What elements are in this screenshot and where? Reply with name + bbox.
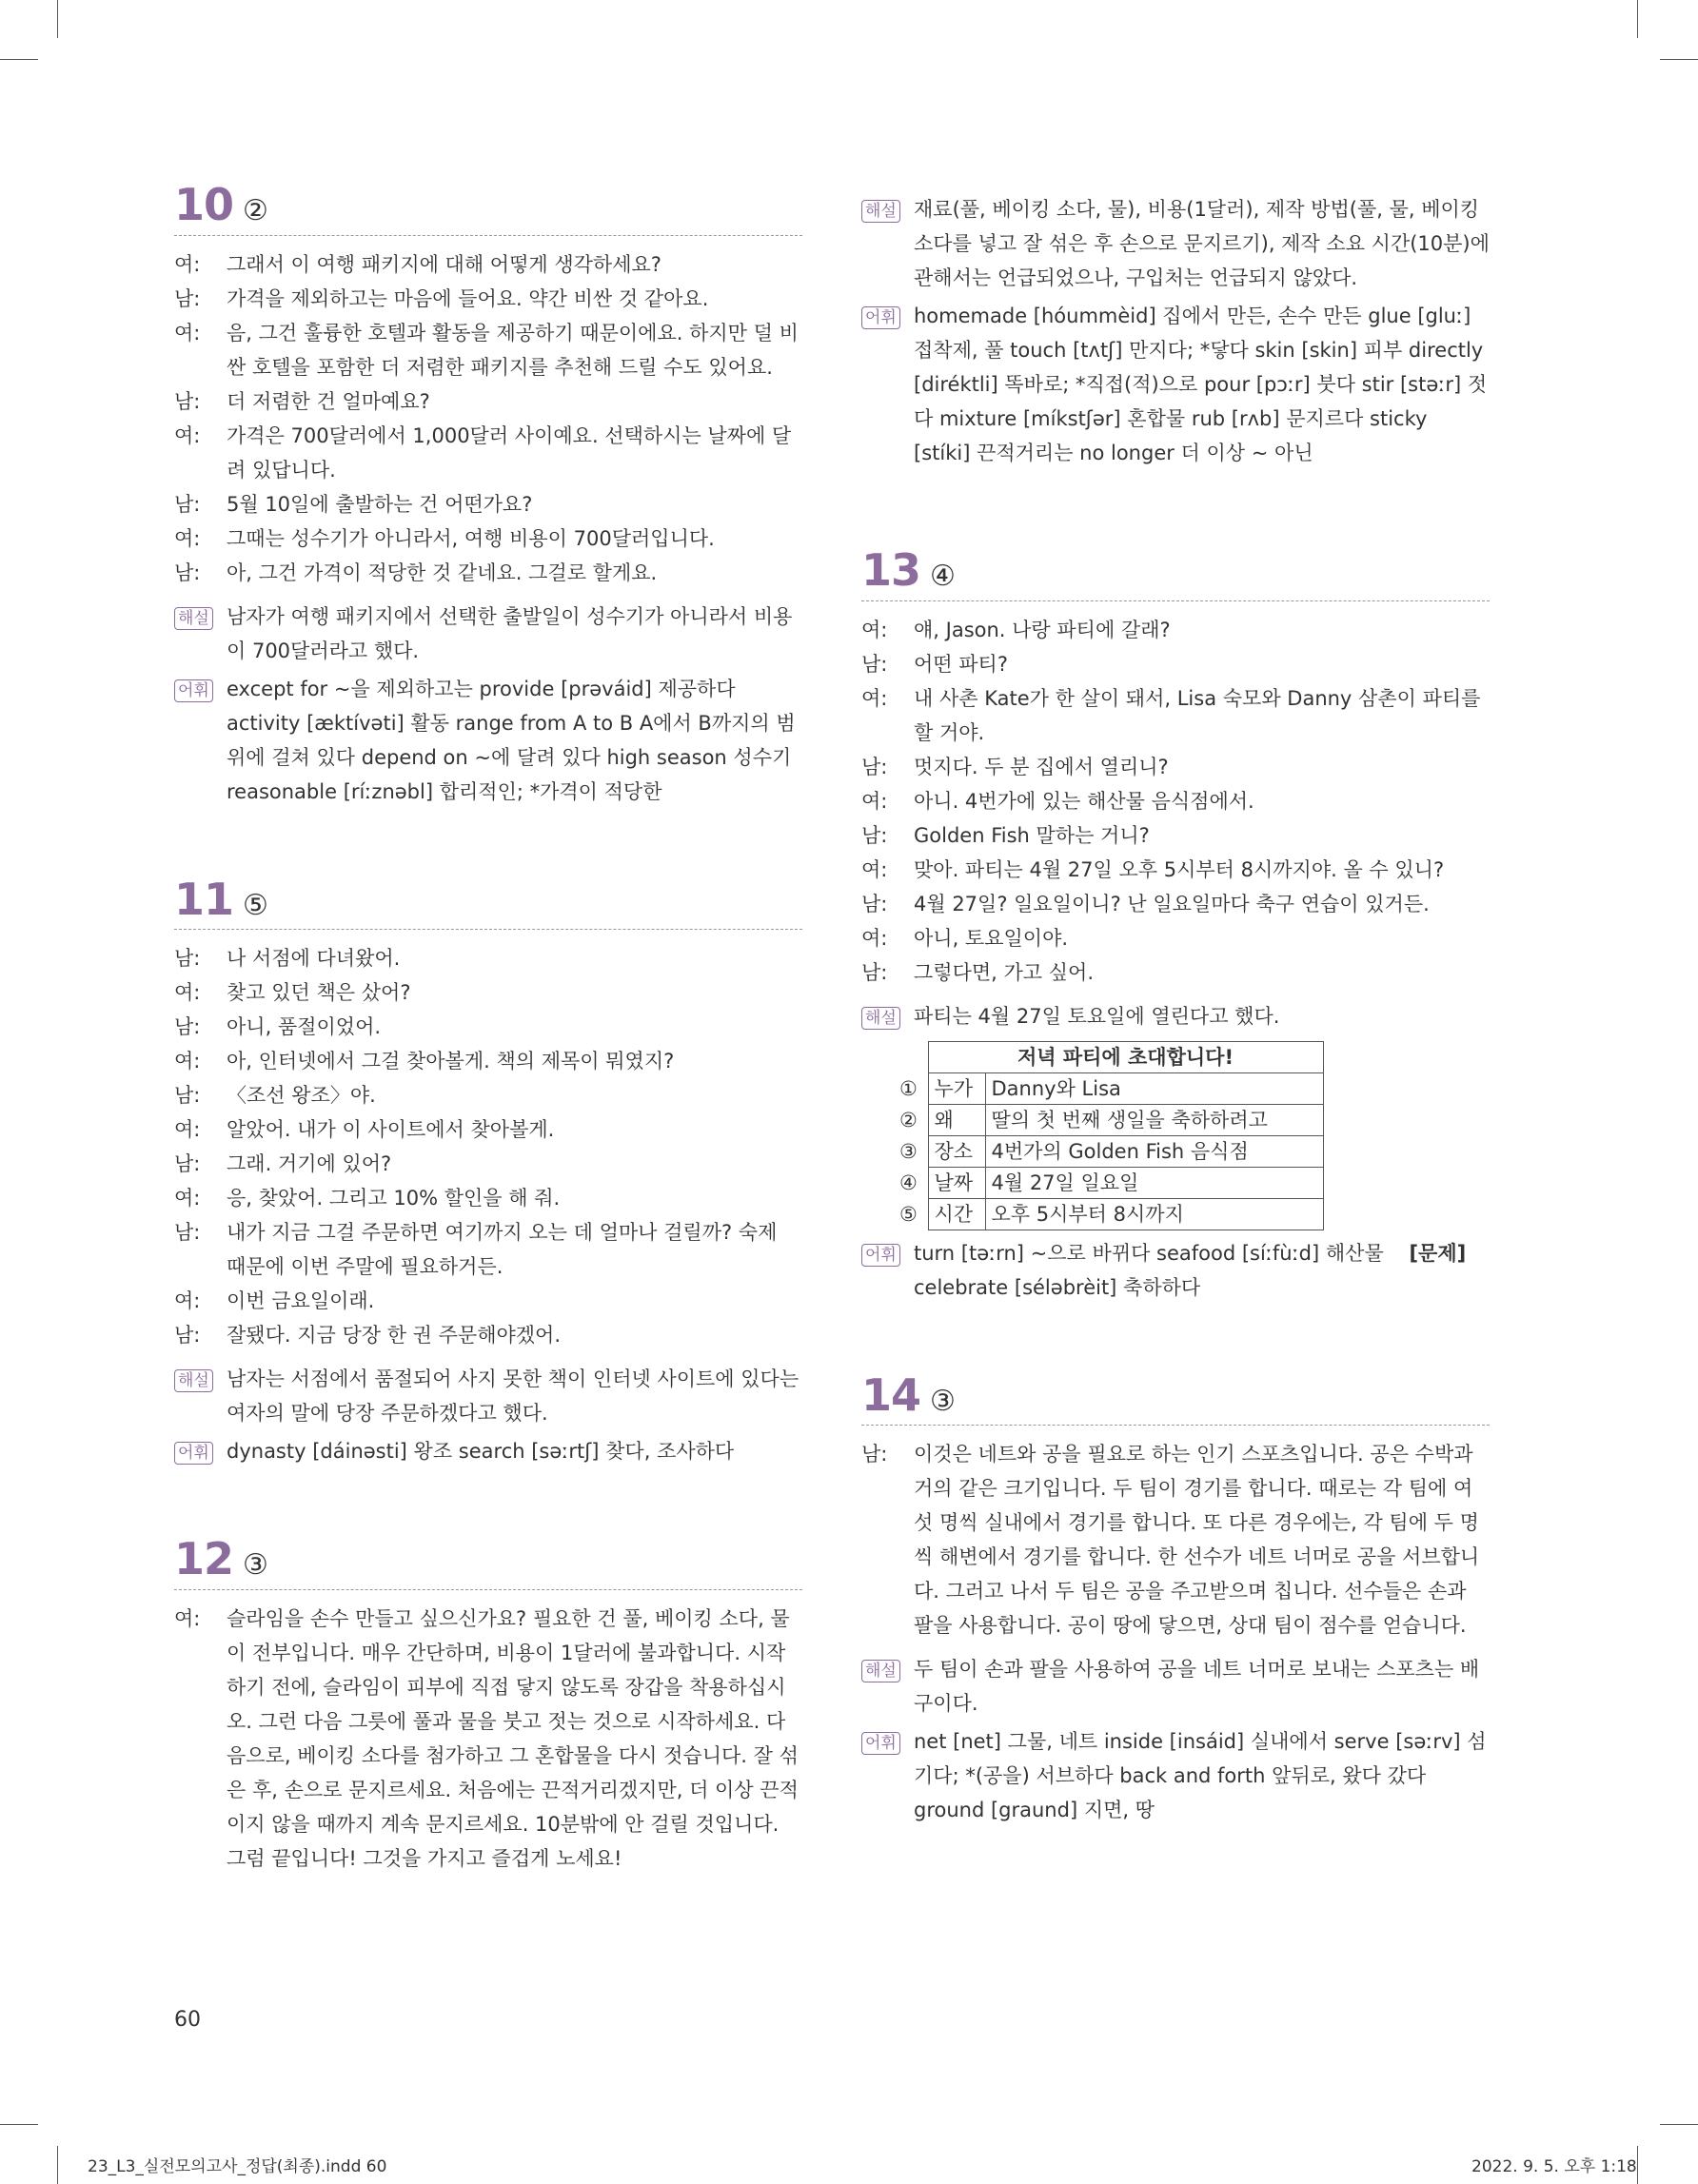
speaker: 여: <box>174 423 201 447</box>
explanation <box>174 1362 802 1430</box>
table-row <box>899 1198 1323 1230</box>
table-row <box>899 1167 1323 1198</box>
question-header <box>174 1535 802 1590</box>
question-number: 11 <box>174 873 234 925</box>
question-14 <box>861 1368 1490 1828</box>
explanation-text: 남자가 여행 패키지에서 선택한 출발일이 성수기가 아니라서 비용이 700달러라고 했다. <box>227 604 793 662</box>
crop-mark <box>1637 0 1638 38</box>
dialog-line <box>174 1112 802 1147</box>
dialog-line <box>174 1215 802 1284</box>
speaker: 여: <box>861 926 888 950</box>
page-number: 60 <box>174 2008 201 2032</box>
vocabulary-text: net [net] 그물, 네트 inside [insáid] 실내에서 serve [səːrv] 섬기다; *(공을) 서브하다 back and forth 앞뒤로, 왔다 갔다 ground [graund] 지면, 땅 <box>914 1730 1487 1822</box>
table-row <box>899 1072 1323 1104</box>
explanation <box>861 999 1490 1033</box>
dialog-line <box>174 521 802 556</box>
utterance: 음, 그건 훌륭한 호텔과 활동을 제공하기 때문이에요. 하지만 덜 비싼 호텔을 포함한 더 저렴한 패키지를 추천해 드릴 수도 있어요. <box>227 321 799 379</box>
answer-mark: ⑤ <box>243 888 268 922</box>
vocabulary-text: homemade [hóummèid] 집에서 만든, 손수 만든 glue [gluː] 접착제, 풀 touch [tʌtʃ] 만지다; *닿다 skin [skin] 피부 directly [diréktli] 똑바로; *직접(적)으로 pour [pɔːr] 붓다 stir [stəːr] 젓다 mixture [míkstʃər] 혼합물 rub [rʌb] 문지르다 sticky [stíki] 끈적거리는 no longer 더 이상 ~ 아닌 <box>914 305 1488 464</box>
utterance: 아니. 4번가에 있는 해산물 음식점에서. <box>914 789 1254 813</box>
crop-mark <box>0 59 38 60</box>
answer-mark: ③ <box>243 1548 268 1583</box>
dialog-line <box>174 419 802 487</box>
utterance: 얘, Jason. 나랑 파티에 갈래? <box>914 618 1171 641</box>
dialog <box>174 941 802 1352</box>
row-number: ⑤ <box>899 1202 918 1226</box>
utterance: 아니, 토요일이야. <box>914 926 1069 950</box>
crop-mark <box>0 2124 38 2125</box>
utterance: 더 저렴한 건 얼마예요? <box>227 389 430 413</box>
speaker: 남: <box>174 1221 201 1245</box>
dialog-line <box>174 1181 802 1215</box>
row-key: 왜 <box>928 1104 985 1135</box>
dialog-line <box>174 282 802 316</box>
dialog-line <box>174 1602 802 1876</box>
dialog-line <box>861 955 1490 990</box>
vocabulary-text: turn [təːrn] ~으로 바뀌다 seafood [síːfùːd] 해산물 <box>914 1241 1384 1265</box>
speaker: 남: <box>174 1084 201 1108</box>
utterance: 아니, 품절이었어. <box>227 1015 382 1039</box>
speaker: 남: <box>861 892 888 915</box>
utterance: 잘됐다. 지금 당장 한 권 주문해야겠어. <box>227 1324 562 1348</box>
dialog-line <box>174 1284 802 1318</box>
speaker: 남: <box>174 492 201 516</box>
row-value: 오후 5시부터 8시까지 <box>985 1198 1323 1230</box>
explanation <box>174 600 802 668</box>
dialog-line <box>861 921 1490 955</box>
crop-mark <box>57 0 58 38</box>
dialog-line <box>861 853 1490 887</box>
speaker: 여: <box>861 857 888 881</box>
utterance: 그래. 거기에 있어? <box>227 1152 392 1176</box>
explanation-tag: 해설 <box>174 1369 213 1392</box>
utterance: 나 서점에 다녀왔어. <box>227 947 401 971</box>
utterance: 찾고 있던 책은 샀어? <box>227 981 411 1005</box>
dialog-line <box>174 1318 802 1352</box>
question-11 <box>174 873 802 1469</box>
speaker: 여: <box>174 1118 201 1142</box>
footer-timestamp: 2022. 9. 5. 오후 1:18 <box>1471 2157 1637 2176</box>
utterance: 〈조선 왕조〉야. <box>227 1084 376 1108</box>
speaker: 여: <box>174 981 201 1005</box>
utterance: 5월 10일에 출발하는 건 어떤가요? <box>227 492 533 516</box>
utterance: 내가 지금 그걸 주문하면 여기까지 오는 데 얼마나 걸릴까? 숙제 때문에 이번 주말에 필요하거든. <box>227 1221 778 1279</box>
crop-mark <box>1660 59 1698 60</box>
question-header <box>861 1368 1490 1426</box>
question-12 <box>174 1535 802 1876</box>
utterance: 가격은 700달러에서 1,000달러 사이예요. 선택하시는 날짜에 달려 있답니다. <box>227 423 792 482</box>
dialog-line <box>174 1147 802 1181</box>
dialog <box>861 613 1490 990</box>
question-number: 14 <box>861 1368 921 1421</box>
speaker: 여: <box>174 252 201 276</box>
speaker: 남: <box>861 1443 888 1466</box>
speaker: 여: <box>861 618 888 641</box>
speaker: 여: <box>174 1606 201 1630</box>
utterance: 어떤 파티? <box>914 652 1008 676</box>
dialog-line <box>174 247 802 282</box>
speaker: 남: <box>174 561 201 584</box>
question-number: 13 <box>861 544 921 596</box>
crop-mark <box>1637 2146 1638 2184</box>
table-row <box>899 1135 1323 1167</box>
invitation-title: 저녁 파티에 초대합니다! <box>928 1041 1323 1072</box>
vocabulary <box>174 1434 802 1468</box>
speaker: 여: <box>174 1289 201 1313</box>
dialog-line <box>861 818 1490 853</box>
utterance: 가격을 제외하고는 마음에 들어요. 약간 비싼 것 같아요. <box>227 286 709 310</box>
vocabulary <box>174 672 802 809</box>
question-header <box>174 873 802 931</box>
dialog-line <box>174 1044 802 1078</box>
row-key: 시간 <box>928 1198 985 1230</box>
vocabulary-tag: 어휘 <box>174 1442 213 1465</box>
dialog <box>861 1437 1490 1643</box>
speaker: 남: <box>861 823 888 847</box>
vocabulary <box>861 299 1490 470</box>
vocabulary-problem-label: [문제] <box>1409 1241 1467 1265</box>
dialog-line <box>861 887 1490 921</box>
question-header <box>174 181 802 236</box>
row-number: ③ <box>899 1139 918 1163</box>
explanation-tag: 해설 <box>174 607 213 630</box>
question-13 <box>861 546 1490 1305</box>
question-number: 12 <box>174 1533 234 1585</box>
row-key: 장소 <box>928 1135 985 1167</box>
speaker: 여: <box>861 789 888 813</box>
speaker: 남: <box>174 389 201 413</box>
utterance: 응, 찾았어. 그리고 10% 할인을 해 줘. <box>227 1187 561 1210</box>
dialog-line <box>174 487 802 521</box>
vocabulary <box>861 1724 1490 1827</box>
answer-mark: ③ <box>930 1384 956 1418</box>
utterance: 그때는 성수기가 아니라서, 여행 비용이 700달러입니다. <box>227 526 715 550</box>
invitation-table <box>899 1041 1490 1230</box>
dialog-line <box>861 613 1490 647</box>
vocabulary-tag: 어휘 <box>174 679 213 702</box>
dialog-line <box>174 1010 802 1044</box>
utterance: 내 사촌 Kate가 한 살이 돼서, Lisa 숙모와 Danny 삼촌이 파티를 할 거야. <box>914 686 1481 744</box>
speaker: 남: <box>861 652 888 676</box>
speaker: 남: <box>174 1152 201 1176</box>
utterance: Golden Fish 말하는 거니? <box>914 823 1150 847</box>
dialog-line <box>861 647 1490 681</box>
explanation <box>861 1652 1490 1721</box>
answer-mark: ② <box>243 194 268 227</box>
explanation-tag: 해설 <box>861 1660 900 1682</box>
utterance: 알았어. 내가 이 사이트에서 찾아볼게. <box>227 1118 555 1142</box>
row-number: ① <box>899 1076 918 1100</box>
question-number: 10 <box>174 179 234 230</box>
speaker: 남: <box>861 960 888 984</box>
footer-file-info: 23_L3_실전모의고사_정답(최종).indd 60 <box>88 2157 387 2176</box>
question-12-notes <box>861 192 1490 470</box>
left-column <box>174 181 802 1942</box>
dialog <box>174 247 802 590</box>
table-row <box>899 1104 1323 1135</box>
dialog-line <box>174 975 802 1010</box>
dialog-line <box>174 384 802 419</box>
speaker: 남: <box>174 286 201 310</box>
utterance: 그렇다면, 가고 싶어. <box>914 960 1094 984</box>
row-number: ④ <box>899 1171 918 1194</box>
speaker: 여: <box>174 1187 201 1210</box>
vocabulary-tag: 어휘 <box>861 1244 900 1267</box>
row-key: 날짜 <box>928 1167 985 1198</box>
vocabulary-text: except for ~을 제외하고는 provide [prəváid] 제공하다 activity [æktívəti] 활동 range from A to B A에서 B까지의 범위에 걸쳐 있다 depend on ~에 달려 있다 high season 성수기 reasonable [ríːznəbl] 합리적인; *가격이 적당한 <box>227 677 796 803</box>
utterance: 아, 인터넷에서 그걸 찾아볼게. 책의 제목이 뭐였지? <box>227 1050 675 1073</box>
question-10 <box>174 181 802 809</box>
vocabulary-tag: 어휘 <box>861 1732 900 1755</box>
dialog-line <box>861 784 1490 818</box>
speaker: 여: <box>174 526 201 550</box>
answer-mark: ④ <box>930 560 956 593</box>
utterance: 4월 27일? 일요일이니? 난 일요일마다 축구 연습이 있거든. <box>914 892 1430 915</box>
utterance: 슬라임을 손수 만들고 싶으신가요? 필요한 건 풀, 베이킹 소다, 물이 전부입니다. 매우 간단하며, 비용이 1달러에 불과합니다. 시작하기 전에, 슬라임이 피부에 직접 닿지 않도록 장갑을 착용하십시오. 그런 다음 그릇에 풀과 물을 붓고 젓는 것으로 시작하세요. 다음으로, 베이킹 소다를 첨가하고 그 혼합물을 다시 젓습니다. 잘 섞은 후, 손으로 문지르세요. 처음에는 끈적거리겠지만, 더 이상 끈적이지 않을 때까지 계속 문지르세요. 10분밖에 안 걸릴 것입니다. 그럼 끝입니다! 그것을 가지고 즐겁게 노세요! <box>227 1606 799 1870</box>
utterance: 이번 금요일이래. <box>227 1289 375 1313</box>
question-header <box>861 546 1490 601</box>
dialog-line <box>174 941 802 975</box>
explanation-tag: 해설 <box>861 1007 900 1030</box>
vocabulary-text-2: celebrate [séləbrèit] 축하하다 <box>914 1275 1201 1299</box>
right-column <box>861 192 1490 1894</box>
row-value: 딸의 첫 번째 생일을 축하하려고 <box>985 1104 1323 1135</box>
speaker: 남: <box>861 755 888 778</box>
row-number: ② <box>899 1108 918 1131</box>
dialog-line <box>174 1078 802 1112</box>
utterance: 그래서 이 여행 패키지에 대해 어떻게 생각하세요? <box>227 252 661 276</box>
speaker: 남: <box>174 1015 201 1039</box>
explanation-text: 두 팀이 손과 팔을 사용하여 공을 네트 너머로 보내는 스포츠는 배구이다. <box>914 1658 1480 1716</box>
explanation-tag: 해설 <box>861 200 900 223</box>
dialog-line <box>861 750 1490 784</box>
speaker: 남: <box>174 1324 201 1348</box>
utterance: 이것은 네트와 공을 필요로 하는 인기 스포츠입니다. 공은 수박과 거의 같은 크기입니다. 두 팀이 경기를 합니다. 때로는 각 팀에 여섯 명씩 실내에서 경기를 합니다. 또 다른 경우에는, 각 팀에 두 명씩 해변에서 경기를 합니다. 한 선수가 네트 너머로 공을 서브합니다. 그러고 나서 두 팀은 공을 주고받으며 칩니다. 선수들은 손과 팔을 사용합니다. 공이 땅에 닿으면, 상대 팀이 점수를 얻습니다. <box>914 1443 1480 1638</box>
crop-mark <box>57 2146 58 2184</box>
explanation-text: 남자는 서점에서 품절되어 사지 못한 책이 인터넷 사이트에 있다는 여자의 말에 당장 주문하겠다고 했다. <box>227 1367 800 1426</box>
utterance: 맞아. 파티는 4월 27일 오후 5시부터 8시까지야. 올 수 있니? <box>914 857 1445 881</box>
utterance: 아, 그건 가격이 적당한 것 같네요. 그걸로 할게요. <box>227 561 658 584</box>
speaker: 여: <box>174 1050 201 1073</box>
row-value: 4월 27일 일요일 <box>985 1167 1323 1198</box>
dialog-line <box>861 1437 1490 1643</box>
explanation-text: 재료(풀, 베이킹 소다, 물), 비용(1달러), 제작 방법(풀, 물, 베이킹 소다를 넣고 잘 섞은 후 손으로 문지르기), 제작 소요 시간(10분)에 관해서는 언급되었으나, 구입처는 언급되지 않았다. <box>914 198 1490 289</box>
dialog-line <box>174 556 802 590</box>
speaker: 여: <box>174 321 201 344</box>
crop-mark <box>1660 2124 1698 2125</box>
vocabulary-tag: 어휘 <box>861 306 900 329</box>
vocabulary <box>861 1236 1490 1305</box>
row-key: 누가 <box>928 1072 985 1104</box>
dialog-line <box>861 681 1490 750</box>
speaker: 남: <box>174 947 201 971</box>
explanation-text: 파티는 4월 27일 토요일에 열린다고 했다. <box>914 1004 1280 1028</box>
row-value: 4번가의 Golden Fish 음식점 <box>985 1135 1323 1167</box>
row-value: Danny와 Lisa <box>985 1072 1323 1104</box>
vocabulary-text: dynasty [dáinəsti] 왕조 search [səːrtʃ] 찾다, 조사하다 <box>227 1440 735 1464</box>
explanation <box>861 192 1490 295</box>
speaker: 여: <box>861 686 888 710</box>
utterance: 멋지다. 두 분 집에서 열리니? <box>914 755 1169 778</box>
dialog-line <box>174 316 802 384</box>
dialog <box>174 1602 802 1876</box>
